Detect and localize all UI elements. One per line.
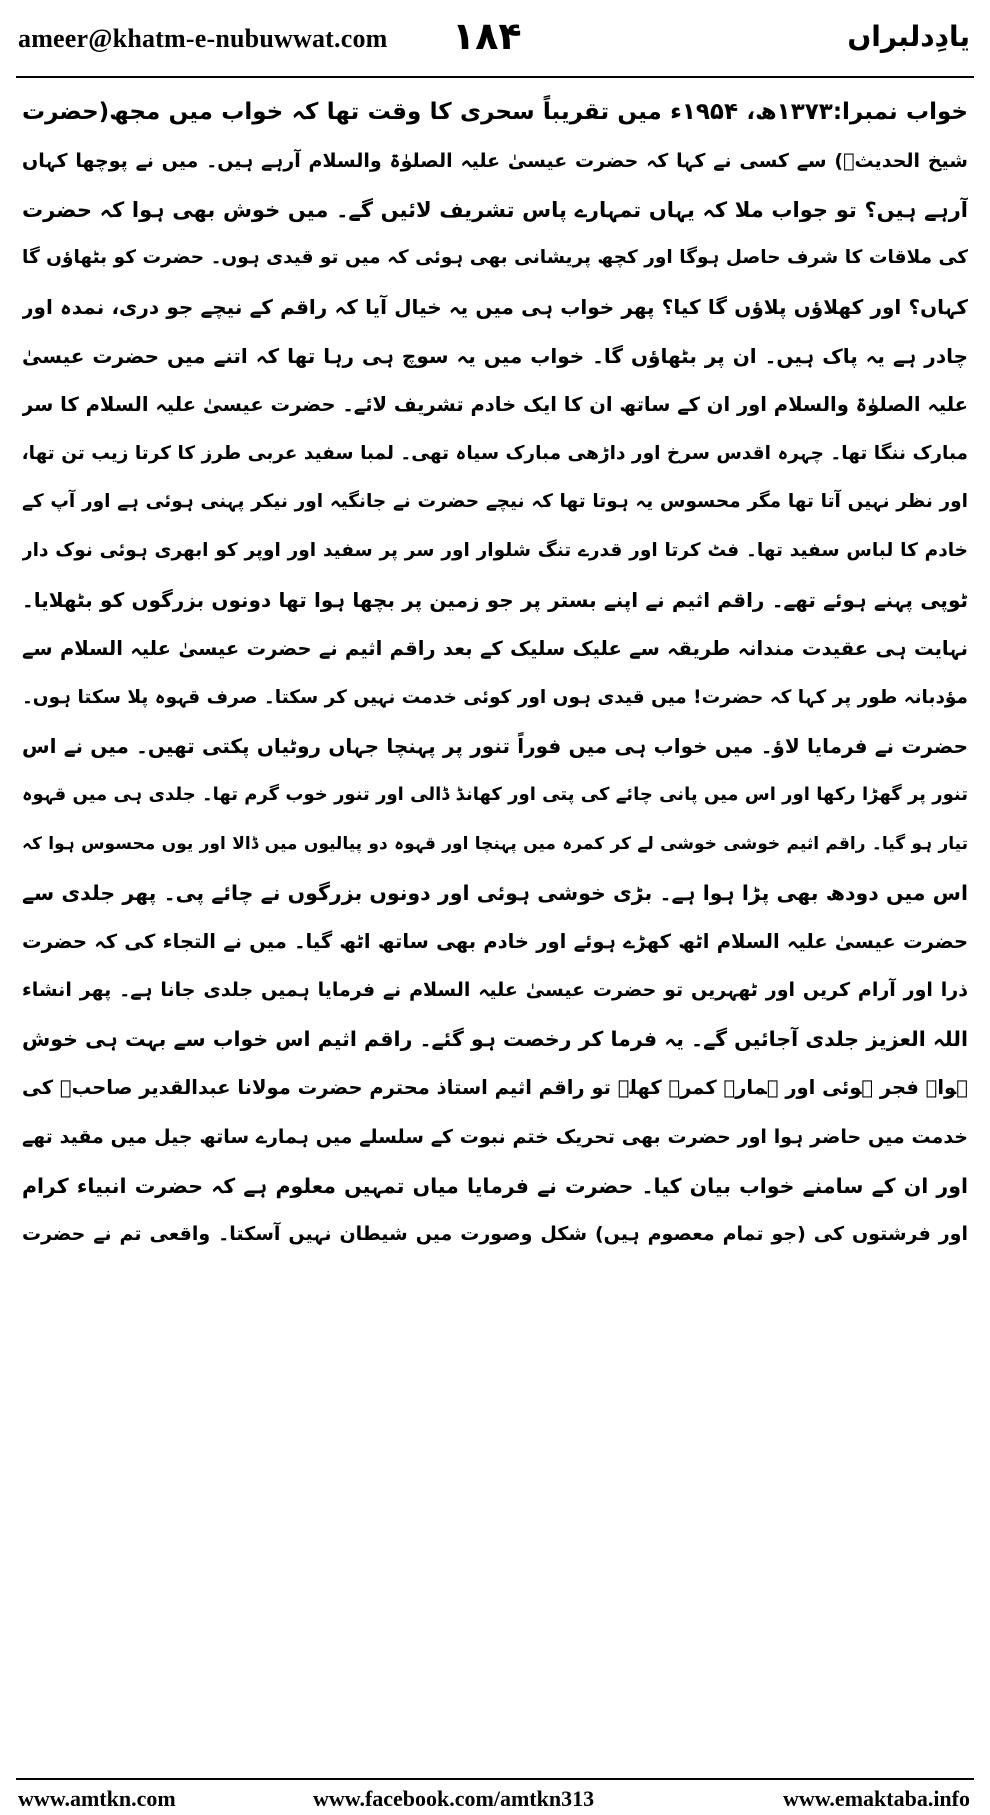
text-line: مبارک ننگا تھا۔ چہرہ اقدس سرخ اور داڑھی مبارک سیاہ تھی۔ لمبا سفید عربی طرز کا کرتا زیب تن تھا، [22,442,968,464]
text-line: تنور پر گھڑا رکھا اور اس میں پانی چائے کی پتی اور کھانڈ ڈالی اور تنور خوب گرم تھا۔ جلدی ہی میں قہوہ [22,784,968,806]
text-line: شیخ الحدیثؒ) سے کسی نے کہا کہ حضرت عیسیٰ علیہ الصلوٰۃ والسلام آرہے ہیں۔ میں نے پوچھا کہاں [22,149,968,172]
footer-link-emaktaba[interactable]: www.emaktaba.info [782,1786,970,1811]
footer-divider [16,1778,974,1780]
text-line: اور نظر نہیں آتا تھا مگر محسوس یہ ہوتا تھا کہ نیچے حضرت نے جانگیہ اور نیکر پہنی ہوئی ہے اور آپ کے [22,491,968,513]
text-line: تیار ہو گیا۔ راقم اثیم خوشی خوشی لے کر کمرہ میں پہنچا اور قہوہ دو پیالیوں میں ڈالا اور یوں محسوس ہوا کہ [22,833,968,854]
text-line: علیہ الصلوٰۃ والسلام اور ان کے ساتھ ان کا ایک خادم تشریف لائے۔ حضرت عیسیٰ علیہ السلام کا سر [22,392,968,416]
text-line: حضرت نے فرمایا لاؤ۔ میں خواب ہی میں فوراً تنور پر پہنچا جہاں روٹیاں پکتی تھیں۔ میں نے اس [22,734,968,759]
text-line: ذرا اور آرام کریں اور ٹھہریں تو حضرت عیسیٰ علیہ السلام نے فرمایا ہمیں جلدی جانا ہے۔ پھر انشاء [22,979,968,1002]
text-line: کہاں؟ اور کھلاؤں پلاؤں گا کیا؟ پھر خواب ہی میں یہ خیال آیا کہ راقم کے نیچے جو دری، نمدہ اور [22,295,968,320]
text-line: اور ان کے سامنے خواب بیان کیا۔ حضرت نے فرمایا میاں تمہیں معلوم ہے کہ حضرت انبیاء کرام [22,1173,968,1198]
header-email[interactable]: ameer@khatm-e-nubuwwat.com [18,24,388,53]
text-line: ہوا۔ فجر ہوئی اور ہمارے کمرے کھلے تو راقم اثیم استاذ محترم حضرت مولانا عبدالقدیر صاحبؒ کی [22,1075,968,1099]
text-line: اس میں دودھ بھی پڑا ہوا ہے۔ بڑی خوشی ہوئی اور دونوں بزرگوں نے چائے پی۔ پھر جلدی سے [22,880,968,905]
footer-link-amtkn[interactable]: www.amtkn.com [18,1786,176,1811]
body-text [22,88,968,1259]
header-divider [16,76,974,78]
book-title: یادِدلبراں [847,20,970,53]
text-line: خدمت میں حاضر ہوا اور حضرت بھی تحریک ختم نبوت کے سلسلے میں ہمارے ساتھ جیل میں مقید تھے [22,1125,968,1148]
text-line: مؤدبانہ طور پر کہا کہ حضرت! میں قیدی ہوں اور کوئی خدمت نہیں کر سکتا۔ صرف قہوہ پلا سکتا ہوں۔ [22,686,968,708]
text-line: اور فرشتوں کی (جو تمام معصوم ہیں) شکل وصورت میں شیطان نہیں آسکتا۔ واقعی تم نے حضرت [22,1223,968,1246]
text-line: حضرت عیسیٰ علیہ السلام اٹھ کھڑے ہوئے اور خادم بھی ساتھ اٹھ گیا۔ میں نے التجاء کی کہ حضرت [22,929,968,953]
footer-link-facebook[interactable]: www.facebook.com/amtkn313 [313,1786,595,1811]
text-line: خادم کا لباس سفید تھا۔ فٹ کرتا اور قدرے تنگ شلوار اور سر پر سفید اور اوپر کو ابھری ہوئی نوک دار [22,540,968,562]
text-line: آرہے ہیں؟ تو جواب ملا کہ یہاں تمہارے پاس تشریف لائیں گے۔ میں خوش بھی ہوا کہ حضرت [22,197,968,222]
text-line: اللہ العزیز جلدی آجائیں گے۔ یہ فرما کر رخصت ہو گئے۔ راقم اثیم اس خواب سے بہت ہی خوش [22,1027,968,1052]
text-line: خواب نمبرا:۱۳۷۳ھ، ۱۹۵۴ء میں تقریباً سحری کا وقت تھا کہ خواب میں مجھ(حضرت [22,99,968,125]
page-number: ۱۸۴ [452,14,522,58]
text-line: ٹوپی پہنے ہوئے تھے۔ راقم اثیم نے اپنے بستر پر جو زمین پر بچھا ہوا تھا دونوں بزرگوں کو بٹھلایا۔ [22,587,968,612]
text-line: چادر ہے یہ پاک ہیں۔ ان پر بٹھاؤں گا۔ خواب میں یہ سوچ ہی رہا تھا کہ اتنے میں حضرت عیسیٰ [22,343,968,368]
text-line: نہایت ہی عقیدت مندانہ طریقہ سے علیک سلیک کے بعد راقم اثیم نے حضرت عیسیٰ علیہ السلام سے [22,636,968,660]
text-line: کی ملاقات کا شرف حاصل ہوگا اور کچھ پریشانی بھی ہوئی کہ میں تو قیدی ہوں۔ حضرت کو بٹھاؤں گا [22,247,968,269]
